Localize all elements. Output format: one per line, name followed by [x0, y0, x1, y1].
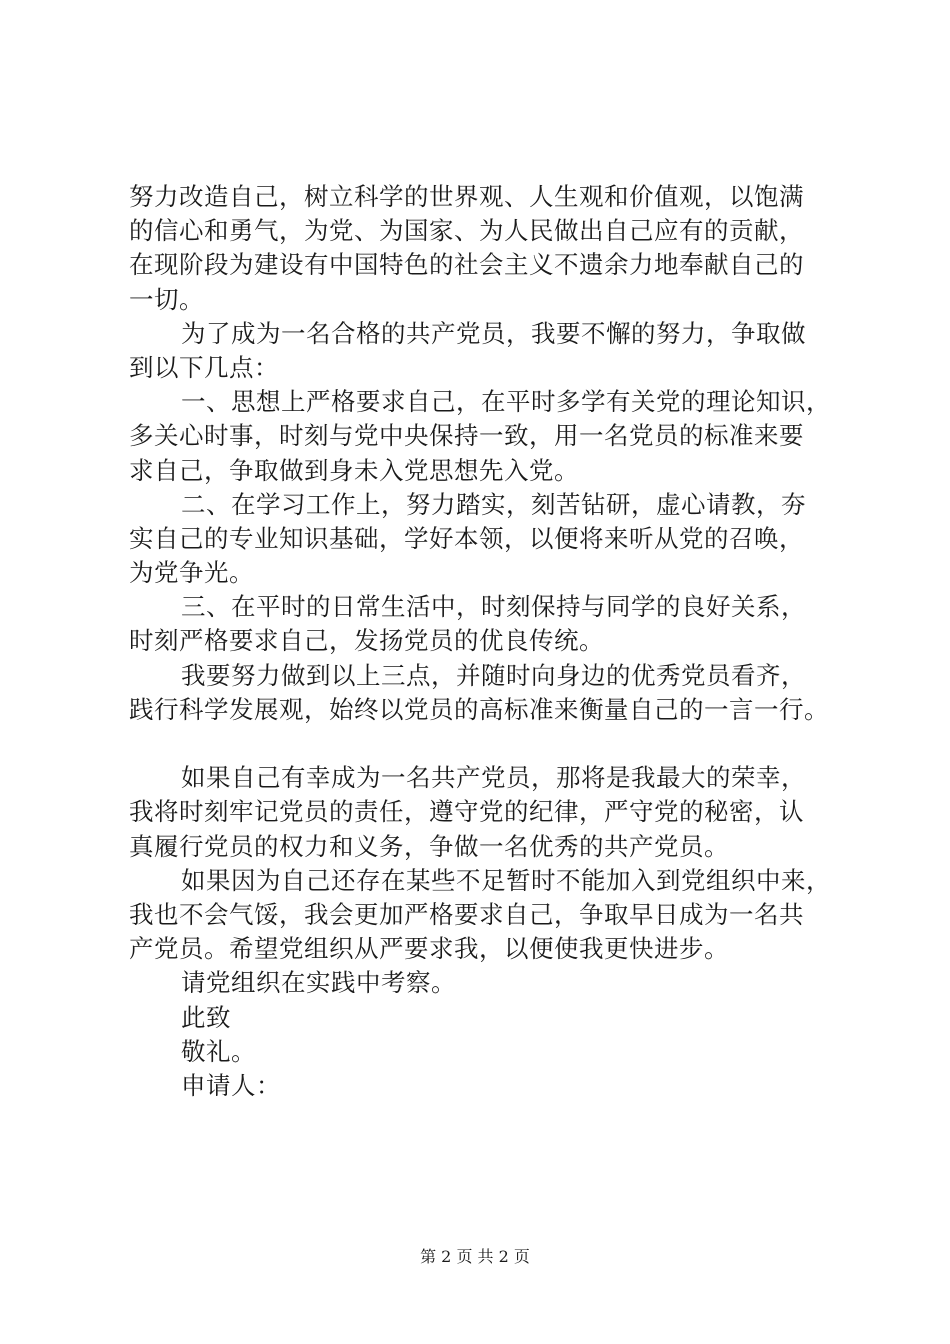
text-line: 努力改造自己，树立科学的世界观、人生观和价值观，以饱满 — [129, 182, 804, 211]
text-line: 如果自己有幸成为一名共产党员，那将是我最大的荣幸， — [181, 763, 806, 793]
text-line: 到以下几点： — [129, 352, 279, 382]
text-line: 的信心和勇气，为党、为国家、为人民做出自己应有的贡献， — [129, 216, 804, 246]
closing-request: 请党组织在实践中考察。 — [181, 968, 456, 998]
text-line: 求自己，争取做到身未入党思想先入党。 — [129, 455, 579, 485]
text-line: 为了成为一名合格的共产党员，我要不懈的努力，争取做 — [181, 318, 806, 348]
text-line: 一、思想上严格要求自己，在平时多学有关党的理论知识， — [181, 387, 831, 417]
text-line: 践行科学发展观，始终以党员的高标准来衡量自己的一言一行。 — [129, 694, 829, 724]
text-line: 实自己的专业知识基础，学好本领，以便将来听从党的召唤， — [129, 523, 804, 553]
text-line: 一切。 — [129, 284, 204, 314]
text-line: 二、在学习工作上，努力踏实，刻苦钻研，虚心请教，夯 — [181, 489, 806, 519]
text-line: 多关心时事，时刻与党中央保持一致，用一名党员的标准来要 — [129, 421, 804, 451]
text-line: 产党员。希望党组织从严要求我，以便使我更快进步。 — [129, 934, 729, 964]
text-line: 三、在平时的日常生活中，时刻保持与同学的良好关系， — [181, 592, 806, 622]
text-line: 我要努力做到以上三点，并随时向身边的优秀党员看齐， — [181, 660, 806, 690]
text-line: 时刻严格要求自己，发扬党员的优良传统。 — [129, 626, 604, 656]
applicant-signature: 申请人： — [181, 1070, 281, 1100]
text-line: 如果因为自己还存在某些不足暂时不能加入到党组织中来， — [181, 865, 831, 895]
text-line: 真履行党员的权力和义务，争做一名优秀的共产党员。 — [129, 831, 729, 861]
blank-line — [129, 727, 849, 761]
salutation-line: 此致 — [181, 1002, 231, 1032]
text-line: 我也不会气馁，我会更加严格要求自己，争取早日成为一名共 — [129, 899, 804, 929]
text-line: 我将时刻牢记党员的责任，遵守党的纪律，严守党的秘密，认 — [129, 797, 804, 827]
text-line: 在现阶段为建设有中国特色的社会主义不遗余力地奉献自己的 — [129, 250, 804, 280]
salutation-line: 敬礼。 — [181, 1036, 256, 1066]
text-line: 为党争光。 — [129, 558, 254, 588]
page-number-footer: 第 2 页 共 2 页 — [420, 1247, 530, 1266]
document-body — [129, 180, 849, 1103]
